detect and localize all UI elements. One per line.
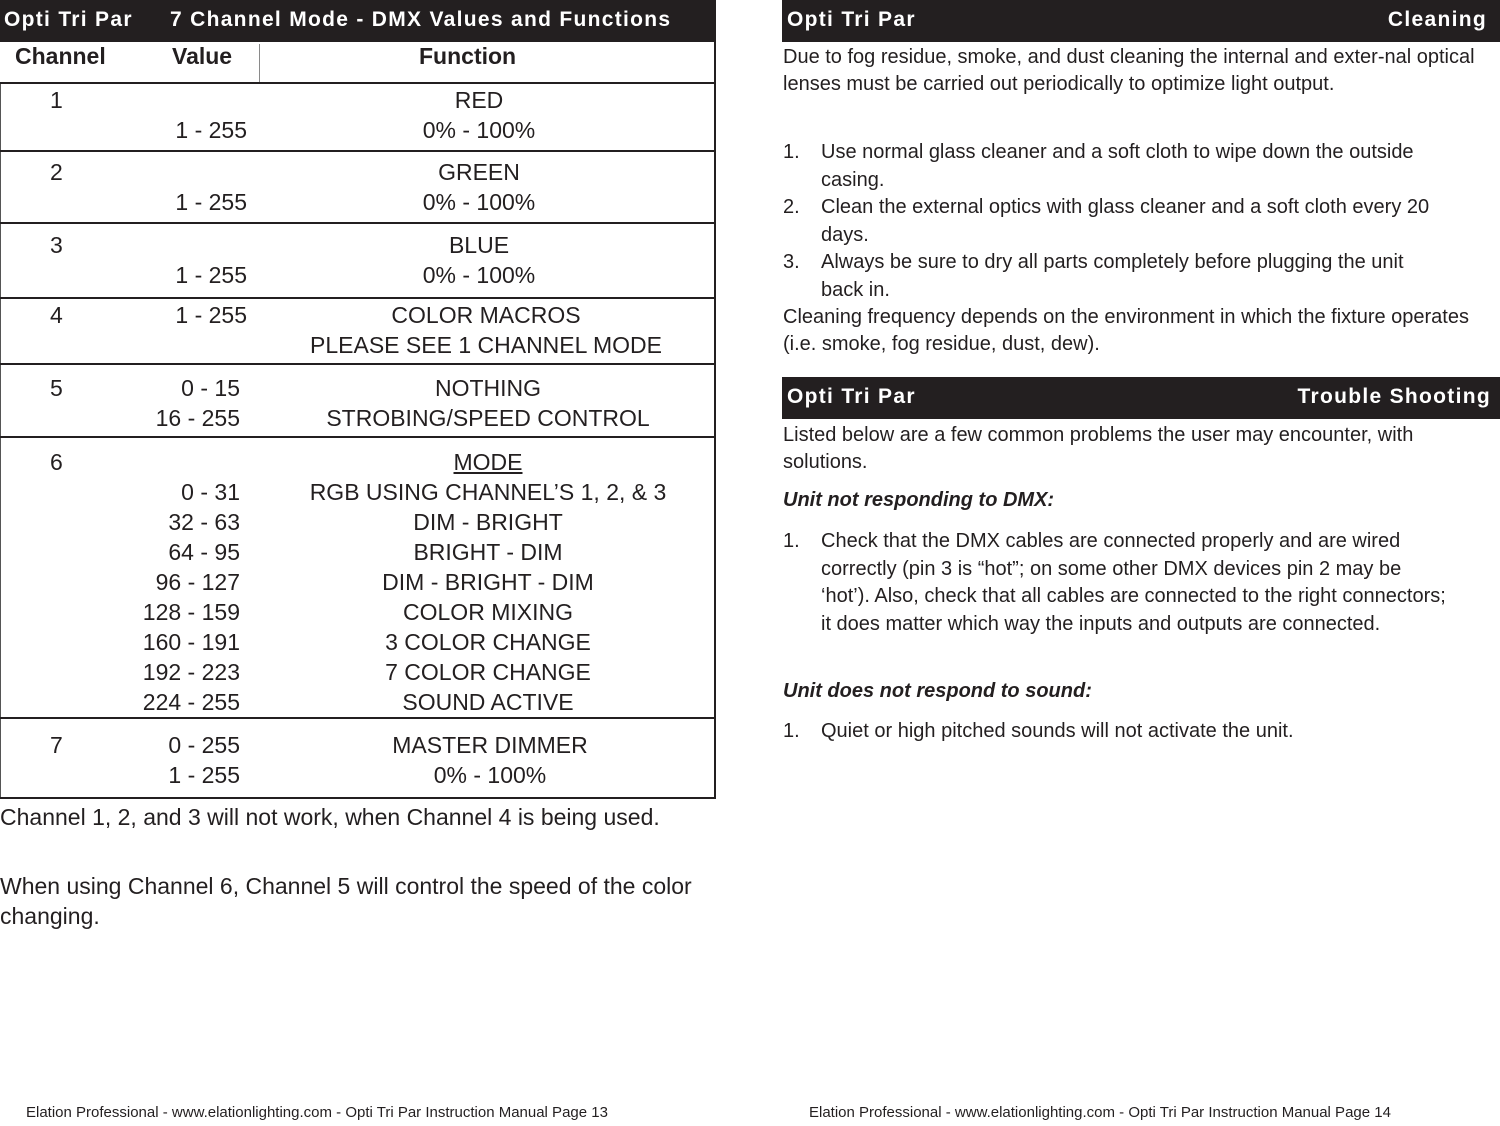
value-range: 1 - 255 xyxy=(175,262,247,288)
problem-heading: Unit does not respond to sound: xyxy=(783,680,1092,702)
channel-number: 5 xyxy=(50,375,63,401)
function-description: MODE RGB USING CHANNEL’S 1, 2, & 3 DIM - BRIGHT BRIGHT - DIM DIM - BRIGHT - DIM COLOR MIXING 3 COLOR CHANGE 7 COLOR CHANGE SOUND ACTIVE xyxy=(309,449,667,715)
header-brand: Opti Tri Par xyxy=(787,385,916,408)
channel-number: 3 xyxy=(50,232,63,258)
cleaning-section-header xyxy=(782,0,1500,42)
table-right-border xyxy=(714,152,716,222)
table-right-border xyxy=(714,299,716,363)
cleaning-outro: Cleaning frequency depends on the environment in which the fixture operates (i.e. smoke, fog residue, dust, dew). xyxy=(783,306,1469,355)
function-description: MASTER DIMMER 0% - 100% xyxy=(392,732,588,788)
table-right-border xyxy=(714,365,716,436)
table-left-border xyxy=(0,719,1,797)
troubleshooting-intro: Listed below are a few common problems the user may encounter, with solutions. xyxy=(783,424,1414,473)
table-left-border xyxy=(0,224,1,297)
table-right-border xyxy=(714,84,716,150)
table-right-border xyxy=(714,719,716,797)
table-row xyxy=(0,224,716,299)
table-row xyxy=(0,365,716,438)
troubleshooting-section-header xyxy=(782,377,1500,419)
table-left-border xyxy=(0,299,1,363)
value-range: 1 - 255 xyxy=(175,117,247,143)
page-footer: Elation Professional - www.elationlighting.com - Opti Tri Par Instruction Manual Page 13 xyxy=(26,1104,608,1121)
table-left-border xyxy=(0,84,1,150)
mode-heading: MODE xyxy=(453,449,523,475)
function-description: BLUE 0% - 100% xyxy=(422,232,536,288)
column-divider xyxy=(259,44,260,82)
header-brand: Opti Tri Par xyxy=(4,8,133,31)
header-title: 7 Channel Mode - DMX Values and Functions xyxy=(170,8,672,31)
page-footer: Elation Professional - www.elationlighting.com - Opti Tri Par Instruction Manual Page 14 xyxy=(809,1104,1391,1121)
function-description: NOTHING STROBING/SPEED CONTROL xyxy=(326,375,650,431)
value-range: 0 - 31 32 - 63 64 - 95 96 - 127 128 - 159 160 - 191 192 - 223 224 - 255 xyxy=(142,479,240,715)
problem-heading: Unit not responding to DMX: xyxy=(783,489,1055,511)
table-row xyxy=(0,299,716,365)
channel-note: When using Channel 6, Channel 5 will control the speed of the color changing. xyxy=(0,873,692,929)
table-header-row xyxy=(0,42,716,84)
dmx-section-header xyxy=(0,0,716,42)
column-header-value: Value xyxy=(172,43,233,69)
value-range: 1 - 255 xyxy=(175,302,247,328)
header-brand: Opti Tri Par xyxy=(787,8,916,31)
table-row xyxy=(0,84,716,152)
table-right-border xyxy=(714,438,716,717)
table-row xyxy=(0,438,716,719)
table-right-border xyxy=(714,224,716,297)
channel-number: 4 xyxy=(50,302,63,328)
table-left-border xyxy=(0,152,1,222)
table-row xyxy=(0,719,716,799)
dmx-values-table xyxy=(0,42,716,799)
channel-number: 7 xyxy=(50,732,63,758)
column-header-channel: Channel xyxy=(15,43,106,69)
table-left-border xyxy=(0,365,1,436)
value-range: 0 - 15 16 - 255 xyxy=(155,375,240,431)
table-row xyxy=(0,152,716,224)
function-description: RED 0% - 100% xyxy=(422,87,536,143)
value-range: 1 - 255 xyxy=(175,189,247,215)
table-left-border xyxy=(0,438,1,717)
column-header-function: Function xyxy=(419,43,517,69)
header-title: Cleaning xyxy=(1387,8,1487,31)
cleaning-intro: Due to fog residue, smoke, and dust cleaning the internal and exter-nal optical lenses must be carried out periodically to optimize light output. xyxy=(783,46,1475,95)
value-range: 0 - 255 1 - 255 xyxy=(168,732,240,788)
channel-note: Channel 1, 2, and 3 will not work, when Channel 4 is being used. xyxy=(0,804,660,830)
channel-number: 2 xyxy=(50,159,63,185)
function-description: GREEN 0% - 100% xyxy=(422,159,536,215)
channel-number: 6 xyxy=(50,449,63,475)
function-description: COLOR MACROS PLEASE SEE 1 CHANNEL MODE xyxy=(310,302,662,358)
table-right-border xyxy=(714,42,716,82)
header-title: Trouble Shooting xyxy=(1297,385,1491,408)
channel-number: 1 xyxy=(50,87,63,113)
